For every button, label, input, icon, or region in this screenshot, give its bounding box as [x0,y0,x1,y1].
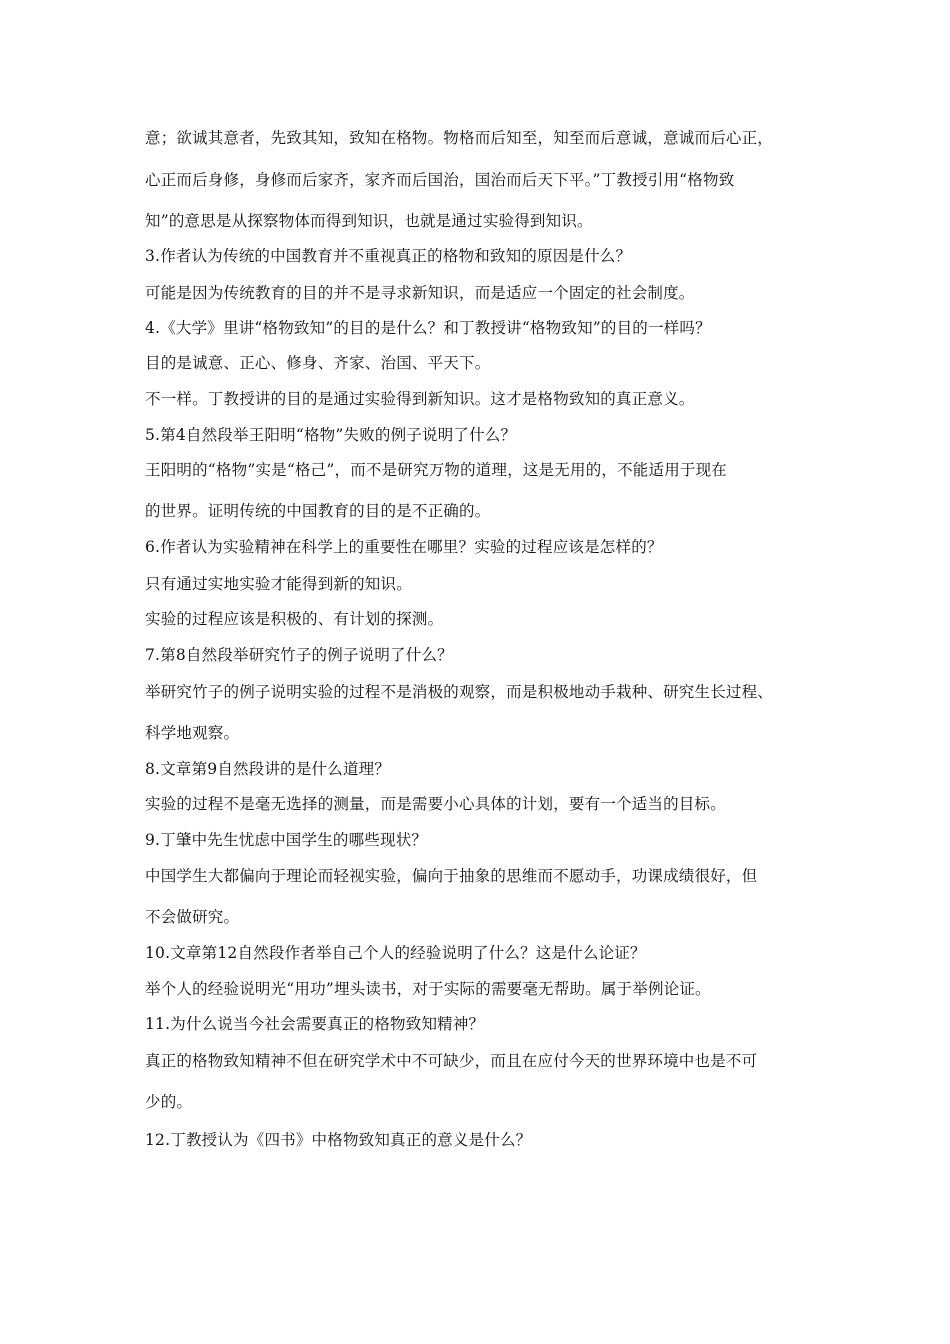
answer-line: 不一样。丁教授讲的目的是通过实验得到新知识。这才是格物致知的真正意义。 [145,390,695,408]
answer-line: 真正的格物致知精神不但在研究学术中不可缺少，而且在应付今天的世界环境中也是不可 [145,1052,758,1070]
answer-line: 目的是诚意、正心、修身、齐家、治国、平天下。 [145,354,491,372]
question-line: 8.文章第9自然段讲的是什么道理？ [145,760,391,778]
answer-line: 少的。 [145,1093,193,1111]
answer-line: 科学地观察。 [145,724,240,742]
answer-line: 只有通过实地实验才能得到新的知识。 [145,575,412,593]
question-line: 12.丁教授认为《四书》中格物致知真正的意义是什么？ [145,1131,532,1149]
question-line: 7.第8自然段举研究竹子的例子说明了什么？ [145,646,453,664]
paragraph-line: 心正而后身修，身修而后家齐，家齐而后国治，国治而后天下平。”丁教授引用“格物致 [145,171,735,189]
answer-line: 可能是因为传统教育的目的并不是寻求新知识，而是适应一个固定的社会制度。 [145,284,695,302]
question-line: 5.第4自然段举王阳明“格物”失败的例子说明了什么？ [145,426,517,444]
answer-line: 实验的过程应该是积极的、有计划的探测。 [145,610,444,628]
question-line: 11.为什么说当今社会需要真正的格物致知精神？ [145,1015,485,1033]
answer-line: 不会做研究。 [145,908,240,926]
answer-line: 实验的过程不是毫无选择的测量，而是需要小心具体的计划，要有一个适当的目标。 [145,795,726,813]
answer-line: 的世界。证明传统的中国教育的目的是不正确的。 [145,502,491,520]
question-line: 9.丁肇中先生忧虑中国学生的哪些现状？ [145,831,428,849]
question-line: 6.作者认为实验精神在科学上的重要性在哪里？实验的过程应该是怎样的？ [145,538,663,556]
answer-line: 举个人的经验说明光“用功”埋头读书，对于实际的需要毫无帮助。属于举例论证。 [145,980,711,998]
paragraph-line: 意；欲诚其意者，先致其知，致知在格物。物格而后知至，知至而后意诚，意诚而后心正， [145,129,774,147]
paragraph-line: 知”的意思是从探察物体而得到知识，也就是通过实验得到知识。 [145,212,593,230]
answer-line: 中国学生大都偏向于理论而轻视实验，偏向于抽象的思维而不愿动手，功课成绩很好，但 [145,867,758,885]
question-line: 4.《大学》里讲“格物致知”的目的是什么？和丁教授讲“格物致知”的目的一样吗？ [145,319,711,337]
answer-line: 举研究竹子的例子说明实验的过程不是消极的观察，而是积极地动手栽种、研究生长过程、 [145,683,774,701]
question-line: 3.作者认为传统的中国教育并不重视真正的格物和致知的原因是什么？ [145,247,632,265]
question-line: 10.文章第12自然段作者举自己个人的经验说明了什么？这是什么论证？ [145,944,646,962]
answer-line: 王阳明的“格物”实是“格己”，而不是研究万物的道理，这是无用的，不能适用于现在 [145,461,727,479]
